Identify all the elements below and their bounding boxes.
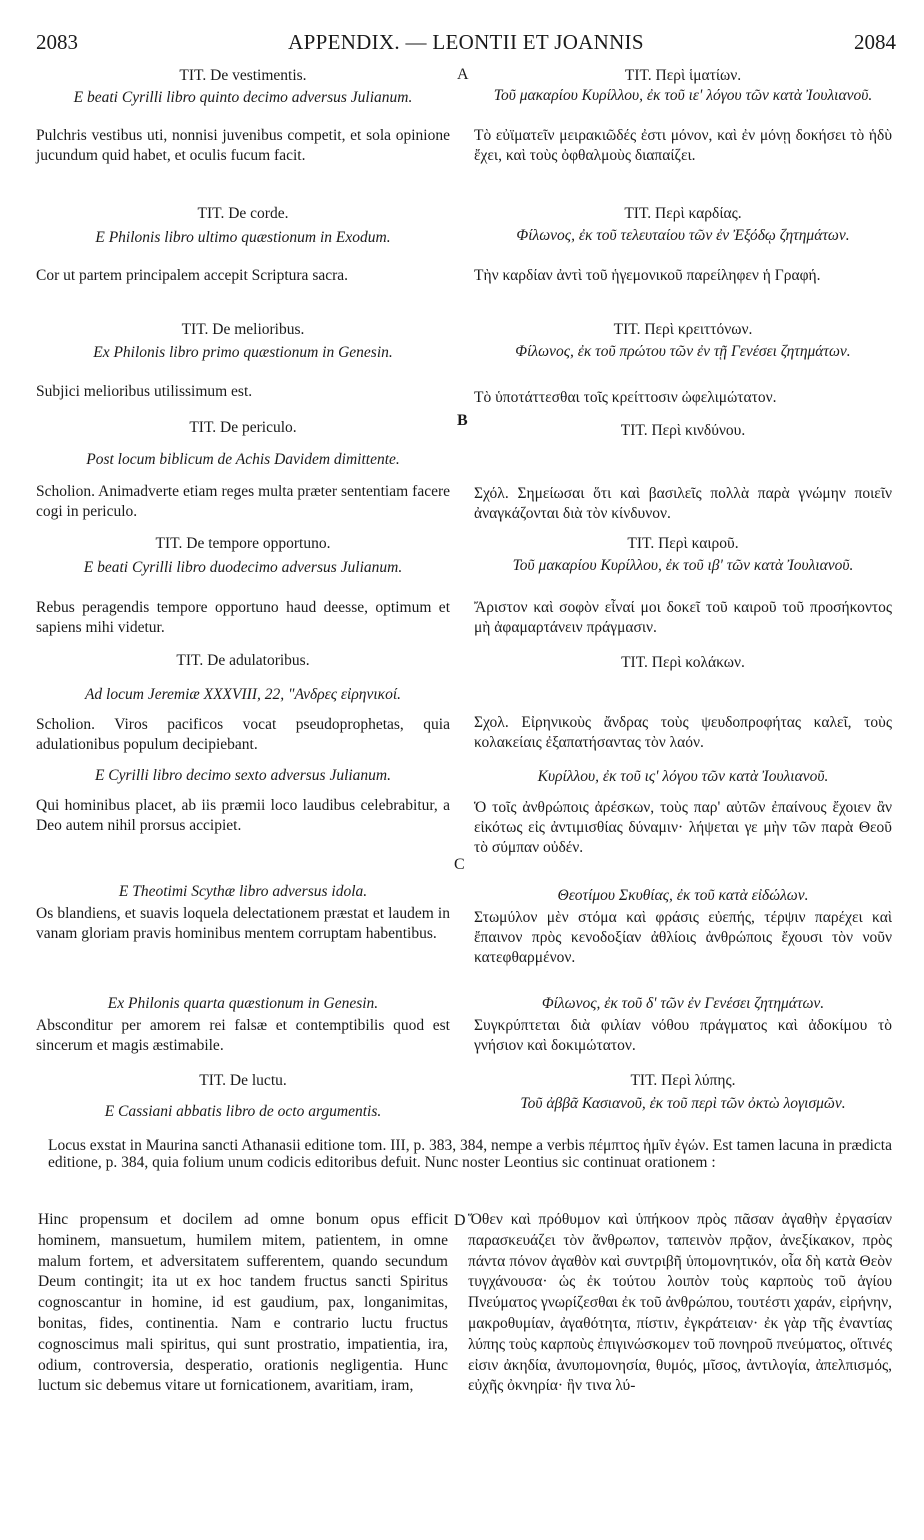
paragraph: Pulchris vestibus uti, nonnisi juvenibus competit, et sola opinione jucundum quid habet, et oculis fucum facit. — [36, 127, 450, 164]
margin-letter-c: C — [454, 856, 465, 873]
paragraph: Συγκρύπτεται διὰ φιλίαν νόθου πράγματος καὶ ἀδοκίμου τὸ γνήσιον καὶ δοκιμώτατον. — [474, 1017, 892, 1054]
section-title: TIT. Περὶ καρδίας. — [624, 205, 742, 222]
source-line: Τοῦ μακαρίου Κυρίλλου, ἐκ τοῦ ιβ' τῶν κατὰ Ἰουλιανοῦ. — [512, 557, 854, 574]
margin-letter-d: D — [454, 1212, 466, 1229]
paragraph: Cor ut partem principalem accepit Scriptura sacra. — [36, 267, 349, 284]
paragraph: Τὸ ὑποτάττεσθαι τοῖς κρείττοσιν ὠφελιμώτατον. — [474, 389, 777, 406]
source-line: E beati Cyrilli libro duodecimo adversus Julianum. — [83, 559, 403, 576]
section-title: TIT. Περὶ λύπης. — [630, 1072, 736, 1089]
section-title: TIT. De tempore opportuno. — [155, 535, 331, 552]
source-line: Ad locum Jeremiæ XXXVIII, 22, "Ανδρες εἰρηνικοί. — [84, 686, 402, 703]
source-line: Φίλωνος, ἐκ τοῦ δ' τῶν ἐν Γενέσει ζητημάτων. — [541, 995, 825, 1012]
section-title: TIT. De melioribus. — [181, 321, 305, 338]
running-title: APPENDIX. — LEONTII ET JOANNIS — [288, 30, 644, 54]
section-title: TIT. Περὶ κρειττόνων. — [613, 321, 753, 338]
source-line: E Cassiani abbatis libro de octo argumentis. — [104, 1103, 382, 1120]
source-line: Θεοτίμου Σκυθίας, ἐκ τοῦ κατὰ εἰδώλων. — [557, 887, 809, 904]
scholion-paragraph: Σχόλ. Σημείωσαι ὅτι καὶ βασιλεῖς πολλὰ παρὰ γνώμην ποιεῖν ἀναγκάζονται διὰ τὸν κίνδυνον. — [474, 485, 892, 522]
section-title: TIT. De vestimentis. — [179, 67, 307, 84]
section-title: TIT. De corde. — [197, 205, 289, 222]
running-header — [36, 30, 896, 56]
scholion-paragraph: Scholion. Animadverte etiam reges multa præter sententiam facere cogi in periculo. — [36, 483, 450, 520]
source-line: Τοῦ ἀββᾶ Κασιανοῦ, ἐκ τοῦ περὶ τῶν ὀκτὼ λογισμῶν. — [520, 1095, 846, 1112]
section-title: TIT. De adulatoribus. — [176, 652, 310, 669]
source-line: Post locum biblicum de Achis Davidem dimittente. — [86, 451, 400, 468]
greek-continuation: Ὅθεν καὶ πρόθυμον καὶ ὑπήκοον πρὸς πᾶσαν ἀγαθὴν ἐργασίαν παρασκευάζει τὸν ἄνθρωπον, ταπεινὸν πρᾷον, ἀνεξίκακον, πρὸς πάντα πόνον ἀγαθὸν καὶ συντριβῆ ὑπομονητικόν, οἷα δὴ κατὰ Θεὸν τυγχάνουσα· ὡς ἐκ τούτου λοιπὸν τοὺς καρποὺς τοῦ ἁγίου Πνεύματος γνωρίζεσθαι ἐκ τοῦ ἀνθρώπου, τουτέστι χαράν, εἰρήνην, μακροθυμίαν, ἀγαθότητα, πίστιν, ἐγκράτειαν· ἐκ γὰρ τῆς ἐναντίας λύπης τοὺς καρποὺς ἐπιγινώσκομεν τοῦ πονηροῦ πνεύματος, οἵτινές εἰσιν ἀκηδία, ἀνυπομονησία, θυμός, μῖσος, ἀντιλογία, ἀπελπισμός, εὐχῆς ὀκνηρία· ἣν τινα λύ- — [468, 1211, 892, 1395]
paragraph: Os blandiens, et suavis loquela delectationem præstat et laudem in vanam gloriam pravis hominibus mentem corruptam habentibus. — [36, 905, 450, 942]
margin-letter-b: B — [457, 412, 468, 429]
paragraph: Ὁ τοῖς ἀνθρώποις ἀρέσκων, τοὺς παρ' αὐτῶν ἐπαίνους ἔχοιεν ἂν εἰκότως εἰς ἀντιμισθίας δύναμιν· λήψεται γε μὴν τῶν παρὰ Θεοῦ τὸ σύμπαν οὐδέν. — [474, 799, 892, 856]
paragraph: Στωμύλον μὲν στόμα καὶ φράσις εὐεπής, τέρψιν παρέχει καὶ ἔπαινον πρὸς κενοδοξίαν ἀθλίοις ἀνθρώποις ἔχουσι τὸν νοῦν κατεφθαρμένον. — [474, 909, 892, 966]
latin-continuation: Hinc propensum et docilem ad omne bonum opus efficit hominem, mansuetum, humilem mitem, patientem, in omne malum fortem, et adversitatem sufferentem, quando secundum Deum contingit; ita ut ex hoc tandem fructus sancti Spiritus cognoscantur in homine, id est gaudium, pax, longanimitas, bonitas, fides, continentia. Nam e contrario luctu fructus cognoscimus mali spiritus, qui sunt prostratio, impatientia, ira, odium, controversia, desperatio, orationis negligentia. Hunc luctum sic debemus vitare ut fornicationem, avaritiam, iram, — [38, 1211, 448, 1395]
page-number-right: 2084 — [854, 30, 896, 54]
source-line: Τοῦ μακαρίου Κυρίλλου, ἐκ τοῦ ιε' λόγου τῶν κατὰ Ἰουλιανοῦ. — [493, 87, 873, 104]
section-title: TIT. De periculo. — [189, 419, 297, 436]
margin-letter-a: A — [457, 66, 469, 83]
source-line: Κυρίλλου, ἐκ τοῦ ις' λόγου τῶν κατὰ Ἰουλιανοῦ. — [537, 768, 829, 785]
source-line: Φίλωνος, ἐκ τοῦ τελευταίου τῶν ἐν Ἐξόδῳ ζητημάτων. — [516, 227, 850, 244]
paragraph: Rebus peragendis tempore opportuno haud deesse, optimum et sapiens mihi videtur. — [36, 599, 450, 636]
source-line: E Philonis libro ultimo quæstionum in Exodum. — [95, 229, 391, 246]
source-line: E Theotimi Scythæ libro adversus idola. — [118, 883, 368, 900]
source-line: E beati Cyrilli libro quinto decimo adversus Julianum. — [73, 89, 413, 106]
source-line: Ex Philonis quarta quæstionum in Genesin. — [107, 995, 379, 1012]
section-title: TIT. Περὶ κολάκων. — [621, 654, 745, 671]
editorial-note: Locus exstat in Maurina sancti Athanasii editione tom. III, p. 383, 384, nempe a verbis πέμπτος ἡμῖν ἐγών. Est tamen lacuna in prædicta editione, p. 384, quia folium unum codicis editoribus defuit. Nunc noster Leontius sic continuat orationem : — [48, 1137, 892, 1171]
source-line: Ex Philonis libro primo quæstionum in Genesin. — [93, 344, 393, 361]
source-line: Φίλωνος, ἐκ τοῦ πρώτου τῶν ἐν τῇ Γενέσει ζητημάτων. — [515, 343, 851, 360]
source-line: E Cyrilli libro decimo sexto adversus Julianum. — [94, 767, 392, 784]
paragraph: Τὴν καρδίαν ἀντὶ τοῦ ἡγεμονικοῦ παρείληφεν ἡ Γραφή. — [474, 267, 821, 284]
scholion-paragraph: Σχολ. Εἰρηνικοὺς ἄνδρας τοὺς ψευδοπροφήτας καλεῖ, τοὺς κολακείαις ἐξαπατήσαντας τὸν λαόν. — [474, 714, 892, 751]
paragraph: Absconditur per amorem rei falsæ et contemptibilis quod est sincerum et magis æstimabile. — [36, 1017, 450, 1054]
scholion-paragraph: Scholion. Viros pacificos vocat pseudoprophetas, quia adulationibus populum decipiebant. — [36, 716, 450, 753]
page-number-left: 2083 — [36, 30, 78, 54]
section-title: TIT. Περὶ ἱματίων. — [624, 67, 742, 84]
section-title: TIT. De luctu. — [199, 1072, 287, 1089]
paragraph: Τὸ εὐϊματεῖν μειρακιῶδές ἐστι μόνον, καὶ ἐν μόνῃ δοκήσει τὸ ἡδὺ ἔχει, καὶ τοὺς ὀφθαλμοὺς διαπαίζει. — [474, 127, 892, 164]
paragraph: Ἄριστον καὶ σοφὸν εἶναί μοι δοκεῖ τοῦ καιροῦ τοῦ προσήκοντος μὴ ἀφαμαρτάνειν πράγμασιν. — [474, 599, 892, 636]
paragraph: Qui hominibus placet, ab iis præmii loco laudibus celebrabitur, a Deo autem nihil prorsus accipiet. — [36, 797, 450, 834]
section-title: TIT. Περὶ κινδύνου. — [620, 422, 746, 439]
section-title: TIT. Περὶ καιροῦ. — [627, 535, 739, 552]
paragraph: Subjici melioribus utilissimum est. — [36, 383, 253, 400]
